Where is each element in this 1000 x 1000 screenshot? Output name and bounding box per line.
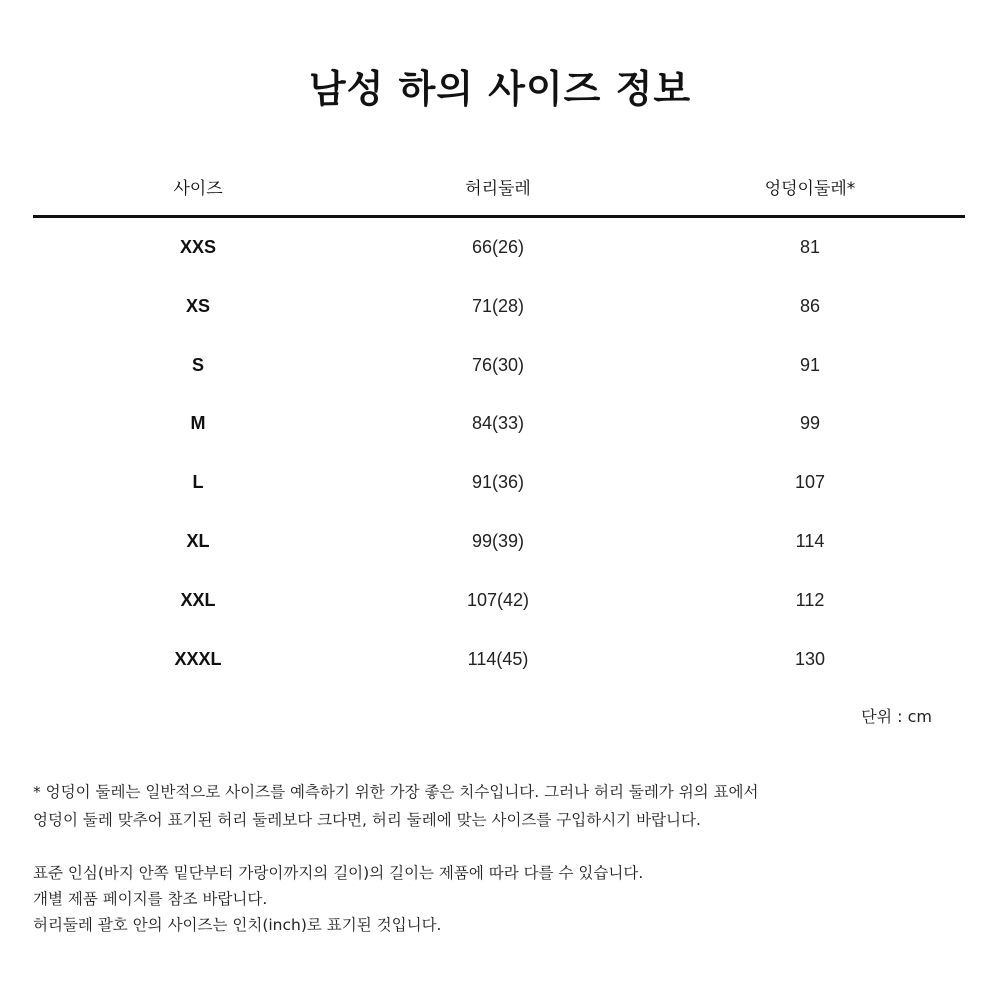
size-cell: M <box>190 413 206 434</box>
header-waist: 허리둘레 <box>465 179 531 199</box>
size-notes <box>33 778 973 938</box>
size-table <box>33 164 965 688</box>
hip-note-line: * 엉덩이 둘레는 일반적으로 사이즈를 예측하기 위한 가장 좋은 치수입니다. 그러나 허리 둘레가 위의 표에서 <box>33 783 759 801</box>
table-row <box>33 336 965 395</box>
size-cell: L <box>192 472 204 493</box>
unit-label: 단위 : cm <box>861 707 932 726</box>
general-note-line: 표준 인심(바지 안쪽 밑단부터 가랑이까지의 길이)의 길이는 제품에 따라 다를 수 있습니다. <box>33 864 644 882</box>
hip-cell: 91 <box>799 354 821 375</box>
waist-cell: 76(30) <box>471 354 525 375</box>
waist-cell: 99(39) <box>471 530 525 551</box>
waist-cell: 91(36) <box>471 472 525 493</box>
hip-note-line: 엉덩이 둘레 맞추어 표기된 허리 둘레보다 크다면, 허리 둘레에 맞는 사이즈를 구입하시기 바랍니다. <box>33 811 701 829</box>
waist-cell: 114(45) <box>467 648 529 669</box>
hip-cell: 114 <box>795 530 825 551</box>
hip-cell: 81 <box>799 237 821 257</box>
table-row <box>33 453 965 512</box>
header-size: 사이즈 <box>173 179 223 199</box>
hip-cell: 112 <box>795 589 825 610</box>
size-cell: XXS <box>179 237 217 257</box>
table-row <box>33 630 965 689</box>
size-cell: XL <box>186 530 210 551</box>
note-spacer <box>33 834 973 860</box>
table-row <box>33 512 965 571</box>
table-row <box>33 277 965 336</box>
size-cell: XS <box>185 295 210 316</box>
table-row <box>33 394 965 453</box>
size-cell: S <box>191 354 204 375</box>
waist-cell: 107(42) <box>466 589 530 610</box>
hip-cell: 107 <box>794 472 826 493</box>
general-note-line: 허리둘레 괄호 안의 사이즈는 인치(inch)로 표기된 것입니다. <box>33 916 442 934</box>
table-row <box>33 218 965 277</box>
hip-cell: 86 <box>799 295 821 316</box>
general-note-line: 개별 제품 페이지를 참조 바랍니다. <box>33 890 268 908</box>
waist-cell: 84(33) <box>471 413 525 434</box>
size-cell: XXL <box>180 589 216 610</box>
size-cell: XXXL <box>174 648 222 669</box>
hip-cell: 99 <box>799 413 821 434</box>
table-body <box>33 218 965 688</box>
table-row <box>33 571 965 630</box>
waist-cell: 71(28) <box>471 295 525 316</box>
waist-cell: 66(26) <box>471 237 525 257</box>
table-header <box>33 164 965 218</box>
hip-cell: 130 <box>794 648 826 669</box>
header-hip: 엉덩이둘레* <box>764 179 856 199</box>
page-title: 남성 하의 사이즈 정보 <box>308 67 692 111</box>
